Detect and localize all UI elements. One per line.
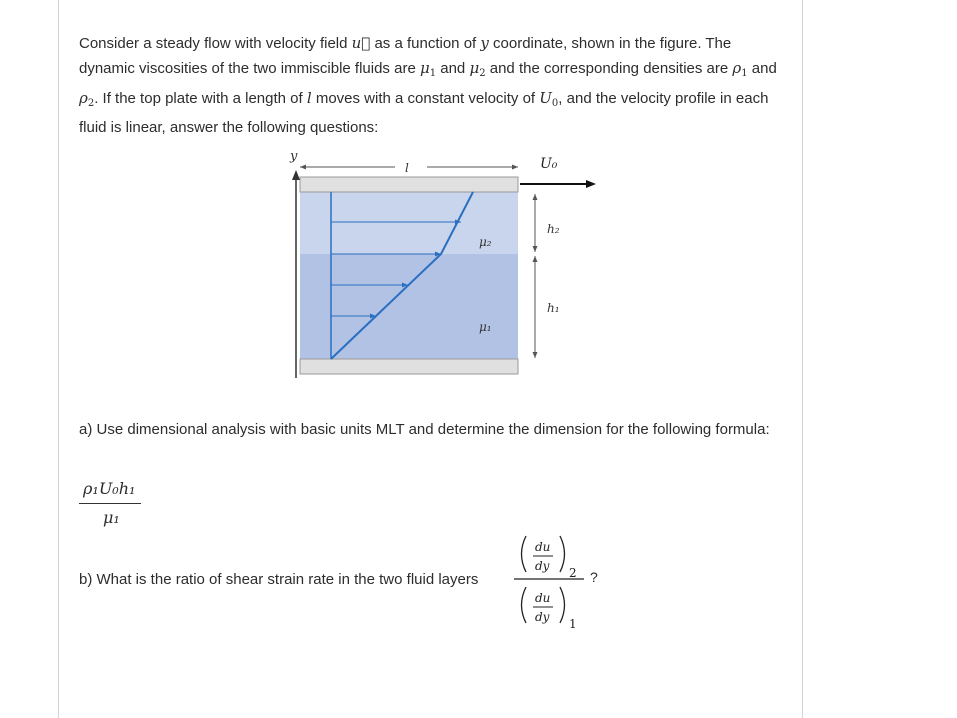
formula-a-numerator: ρ₁U₀h₁: [83, 479, 136, 498]
ratio-bottom-du: du: [535, 591, 551, 605]
length-label: l: [405, 161, 409, 175]
h1-label: h₁: [547, 301, 560, 315]
ratio-bottom-dy: dy: [535, 610, 550, 624]
rho2-symbol: $\rho_2$: [79, 89, 95, 109]
mu2-symbol: $\mu_2$: [469, 59, 486, 79]
ratio-bottom-sub: 1: [569, 617, 577, 631]
h2-label: h₂: [547, 222, 560, 236]
question-a-text: a) Use dimensional analysis with basic units MLT and determine the dimension for the following formula:: [79, 421, 770, 438]
mu1-symbol: $\mu_1$: [419, 59, 437, 79]
ratio-top-sub: 2: [569, 566, 577, 580]
y-axis-label: y: [290, 149, 298, 164]
problem-statement: Consider a steady flow with velocity field u⃗ as a function of y coordinate, shown in the figure. The dynamic viscosities of the two immiscible fluids are $\mu_1$ and $\mu_2$ and the corresponding densities are $\rho_1$ and $\rho_2$. If the top plate with a length of l moves with a constant velocity of $U_0$, and the velocity profile in each fluid is linear, answer the following questions:: [79, 34, 777, 136]
mu2-label: μ₂: [479, 235, 492, 249]
l-symbol: l: [306, 89, 312, 107]
U0-symbol: $U_0$: [539, 89, 559, 109]
mu1-label: μ₁: [479, 320, 492, 334]
rho1-symbol: $\rho_1$: [732, 59, 748, 79]
question-b-text: b) What is the ratio of shear strain rate in the two fluid layers: [79, 571, 479, 588]
ratio-top-dy: dy: [535, 559, 550, 573]
plate-velocity-label: U₀: [540, 156, 558, 172]
y-symbol: y: [480, 34, 489, 52]
ratio-top-du: du: [535, 540, 551, 554]
ratio-question-mark: ?: [590, 569, 598, 585]
velocity-vector-symbol: u⃗: [351, 34, 371, 52]
formula-a-denominator: μ₁: [103, 508, 120, 527]
